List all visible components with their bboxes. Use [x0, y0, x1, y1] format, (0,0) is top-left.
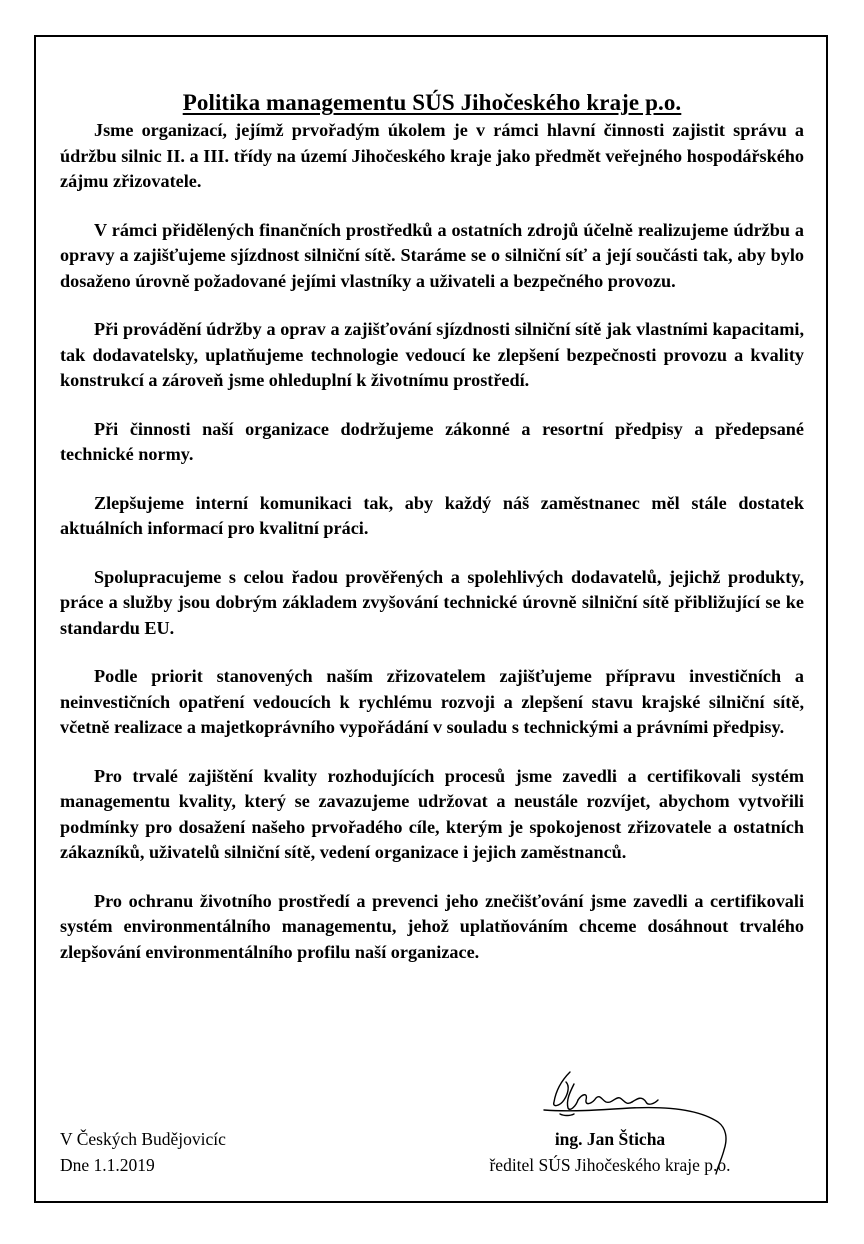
policy-paragraph: Pro ochranu životního prostředí a prevenci jeho znečišťování jsme zavedli a certifikovali systém environmentálního managementu, jehož uplatňováním chceme dosáhnout trvalého zlepšování environmentálního profilu naší organizace.	[60, 890, 804, 962]
place-text: V Českých Budějovicíc	[60, 1129, 226, 1149]
document-title: Politika managementu SÚS Jihočeského kraje p.o.	[182, 90, 682, 116]
policy-paragraph: Spolupracujeme s celou řadou prověřených a spolehlivých dodavatelů, jejichž produkty, práce a služby jsou dobrým základem zvyšování technické úrovně silniční sítě přibližující se ke standardu EU.	[60, 566, 804, 638]
policy-paragraph: V rámci přidělených finančních prostředků a ostatních zdrojů účelně realizujeme údržbu a opravy a zajišťujeme sjízdnost silniční sítě. Staráme se o silniční síť a její součásti tak, aby bylo dosaženo úrovně požadované jejími vlastníky a uživateli a bezpečného provozu.	[60, 219, 804, 291]
policy-body	[60, 118, 804, 988]
signer-role: ředitel SÚS Jihočeského kraje p.o.	[489, 1155, 731, 1175]
place-and-date	[60, 1126, 226, 1178]
policy-paragraph: Při činnosti naší organizace dodržujeme zákonné a resortní předpisy a předepsané technické normy.	[60, 418, 804, 464]
policy-paragraph: Podle priorit stanovených naším zřizovatelem zajišťujeme přípravu investičních a neinvestičních opatření vedoucích k rychlému rozvoji a zlepšení stavu krajské silniční sítě, včetně realizace a majetkoprávního vypořádání v souladu s technickými a právními předpisy.	[60, 666, 804, 737]
signature-block	[440, 1126, 780, 1178]
policy-paragraph: Při provádění údržby a oprav a zajišťování sjízdnosti silniční sítě jak vlastními kapacitami, tak dodavatelsky, uplatňujeme technologie vedoucí ke zlepšení bezpečnosti provozu a kvality konstrukcí a zároveň jsme ohleduplní k životnímu prostředí.	[60, 319, 804, 390]
policy-paragraph: Jsme organizací, jejímž prvořadým úkolem je v rámci hlavní činnosti zajistit správu a údržbu silnic II. a III. třídy na území Jihočeského kraje jako předmět veřejného hospodářského zájmu zřizovatele.	[60, 120, 804, 191]
signer-name: ing. Jan Šticha	[554, 1129, 666, 1149]
date-text: Dne 1.1.2019	[60, 1155, 155, 1175]
policy-paragraph: Zlepšujeme interní komunikaci tak, aby každý náš zaměstnanec měl stále dostatek aktuálních informací pro kvalitní práci.	[60, 492, 804, 538]
policy-paragraph: Pro trvalé zajištění kvality rozhodujících procesů jsme zavedli a certifikovali systém managementu kvality, který se zavazujeme udržovat a neustále rozvíjet, abychom vytvořili podmínky pro dosažení našeho prvořadého cíle, kterým je spokojenost zřizovatele a ostatních zákazníků, uživatelů silniční sítě, vedení organizace i jejich zaměstnanců.	[60, 765, 804, 862]
